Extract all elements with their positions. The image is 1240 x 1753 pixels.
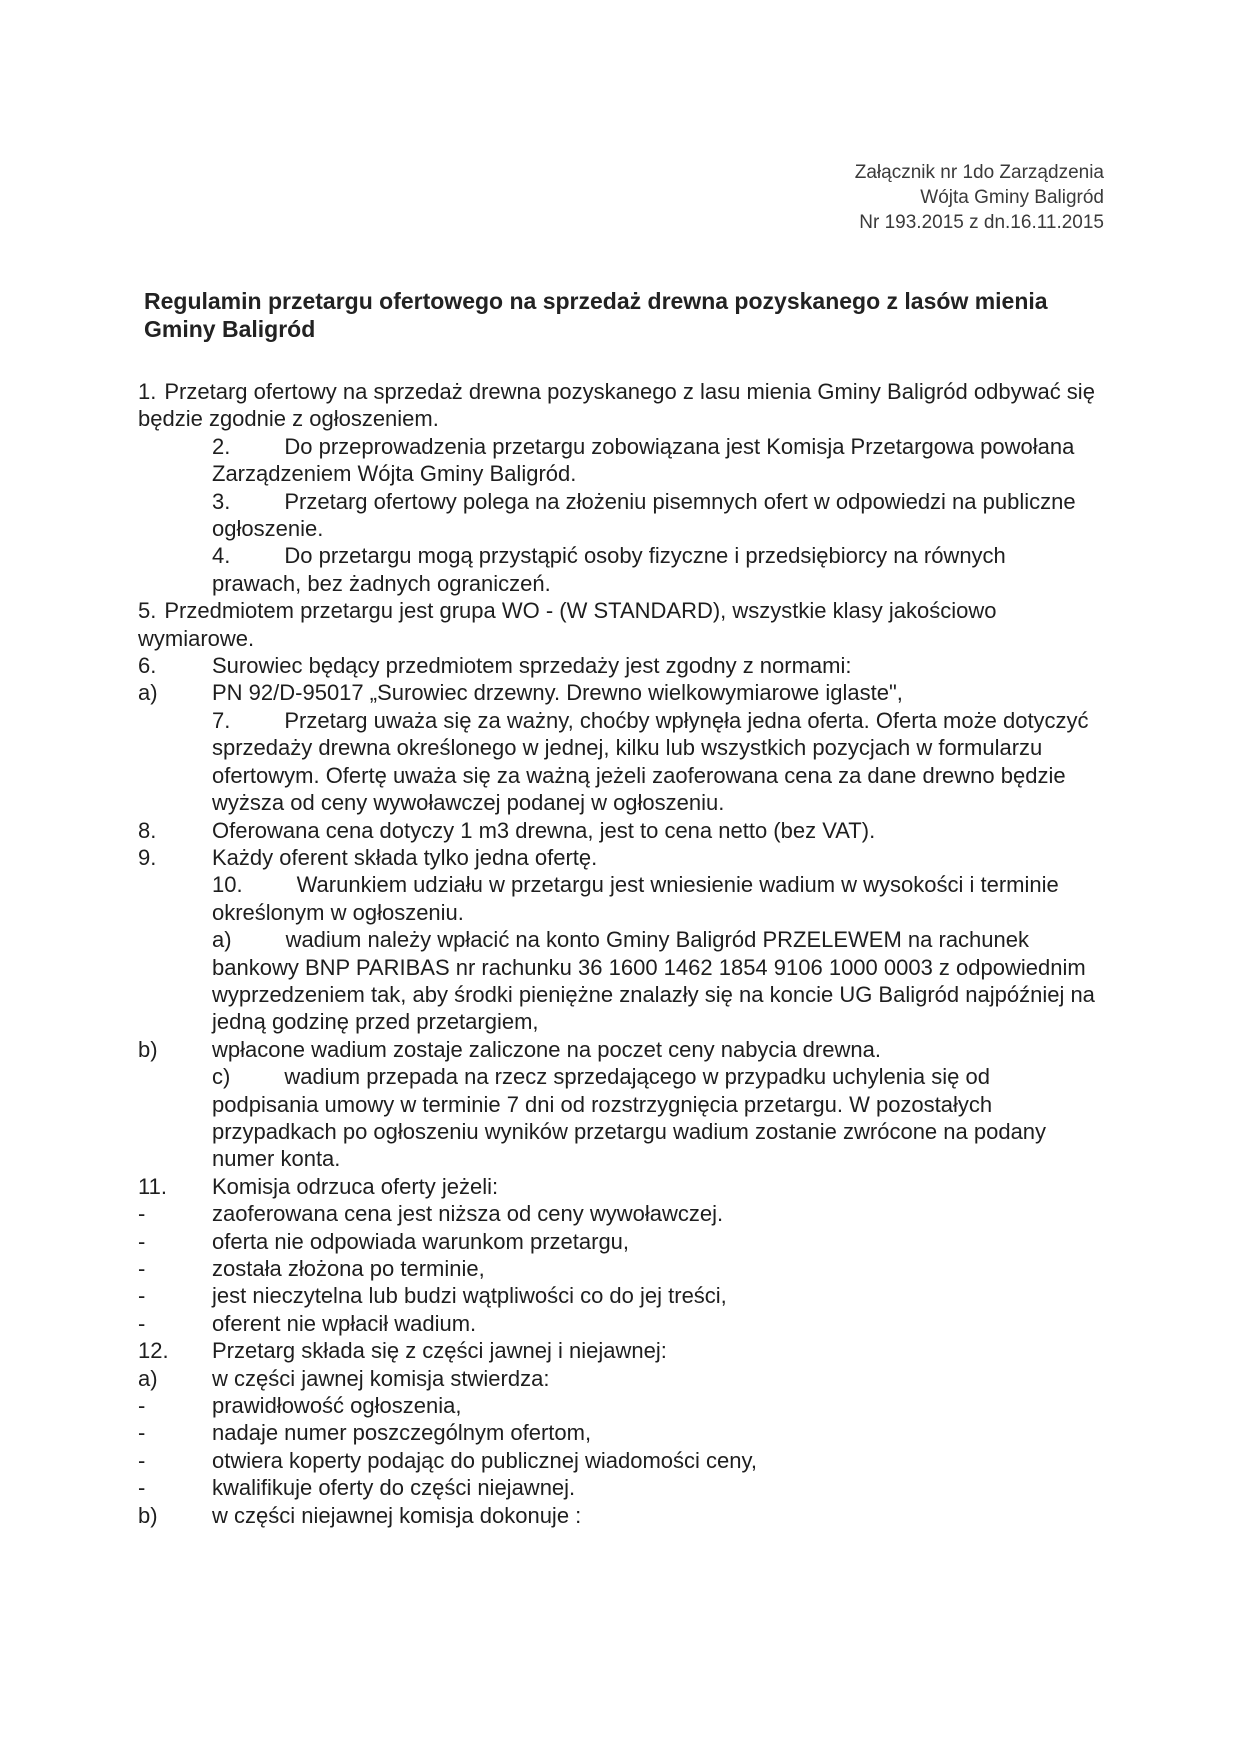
bullet-dash: -	[138, 1256, 146, 1281]
bullet-dash: -	[138, 1475, 146, 1501]
subpoint-letter: a)	[138, 680, 158, 706]
attachment-line-2: Wójta Gminy Baligród	[920, 187, 1104, 208]
paragraph-5	[138, 597, 1098, 652]
paragraph-number: 7.	[212, 707, 231, 733]
subpoint-text: wadium należy wpłacić na konto Gminy Baligród PRZELEWEM na rachunek bankowy BNP PARIBAS nr rachunku 36 1600 1462 1854 9106 1000 0003 z odpowiednim wyprzedzeniem tak, aby środki pieniężne znalazły się na koncie UG Baligród najpóźniej na jedną godzinę przed przetargiem,	[212, 927, 1095, 1035]
paragraph-text: Oferowana cena dotyczy 1 m3 drewna, jest to cena netto (bez VAT).	[212, 817, 876, 843]
paragraph-text: Komisja odrzuca oferty jeżeli:	[212, 1173, 499, 1199]
paragraph-text: Do przetargu mogą przystąpić osoby fizyczne i przedsiębiorcy na równych prawach, bez żadnych ograniczeń.	[212, 543, 1006, 596]
subpoint-letter: c)	[212, 1064, 231, 1090]
paragraph-text: Surowiec będący przedmiotem sprzedaży jest zgodny z normami:	[212, 653, 852, 679]
paragraph-text: Do przeprowadzenia przetargu zobowiązana jest Komisja Przetargowa powołana Zarządzeniem Wójta Gminy Baligród.	[212, 433, 1075, 487]
paragraph-9	[138, 844, 1098, 871]
paragraph-number: 9.	[138, 844, 157, 870]
paragraph-number: 12.	[138, 1338, 169, 1364]
paragraph-number: 11.	[138, 1173, 167, 1199]
subpoint-text: wadium przepada na rzecz sprzedającego w przypadku uchylenia się od podpisania umowy w terminie 7 dni od rozstrzygnięcia przetargu. W pozostałych przypadkach po ogłoszeniu wyników przetargu wadium zostanie zwrócone na podany numer konta.	[212, 1064, 1047, 1172]
paragraph-4	[138, 542, 1098, 597]
subpoint-10c	[138, 1063, 1098, 1173]
subpoint-letter: b)	[138, 1036, 158, 1062]
paragraph-11	[138, 1173, 1098, 1200]
paragraph-6	[138, 652, 1098, 679]
bullet-dash: -	[138, 1283, 146, 1309]
list-item-text: otwiera koperty podając do publicznej wiadomości ceny,	[212, 1447, 757, 1473]
paragraph-3	[138, 488, 1098, 543]
paragraph-text: Warunkiem udziału w przetargu jest wniesienie wadium w wysokości i terminie określonym w ogłoszeniu.	[212, 872, 1059, 925]
paragraph-text: Każdy oferent składa tylko jedna ofertę.	[212, 844, 598, 870]
list-item	[138, 1282, 1098, 1309]
subpoint-letter: b)	[138, 1502, 158, 1528]
paragraph-text: Przetarg uważa się za ważny, choćby wpłynęła jedna oferta. Oferta może dotyczyć sprzedaży drewna określonego w jednej, kilku lub wszystkich pozycjach w formularzu ofertowym. Ofertę uważa się za ważną jeżeli zaoferowana cena za dane drewno będzie wyższa od ceny wywoławczej podanej w ogłoszeniu.	[212, 707, 1089, 816]
list-item-text: kwalifikuje oferty do części niejawnej.	[212, 1475, 576, 1501]
paragraph-2	[138, 433, 1098, 488]
paragraph-text: Przetarg ofertowy na sprzedaż drewna pozyskanego z lasu mienia Gminy Baligród odbywać się będzie zgodnie z ogłoszeniem.	[138, 379, 1095, 432]
list-item-text: zaoferowana cena jest niższa od ceny wywoławczej.	[212, 1201, 724, 1227]
bullet-dash: -	[138, 1447, 146, 1473]
paragraph-number: 2.	[212, 433, 231, 459]
attachment-header	[855, 160, 1104, 235]
paragraph-text: Przetarg składa się z części jawnej i niejawnej:	[212, 1338, 667, 1364]
attachment-line-3: Nr 193.2015 z dn.16.11.2015	[859, 212, 1104, 233]
paragraph-text: Przedmiotem przetargu jest grupa WO - (W STANDARD), wszystkie klasy jakościowo wymiarowe.	[138, 598, 997, 651]
subpoint-text: w części jawnej komisja stwierdza:	[212, 1365, 550, 1391]
paragraph-8	[138, 817, 1098, 844]
paragraph-1	[138, 378, 1098, 433]
subpoint-10b	[138, 1036, 1098, 1063]
list-item-text: została złożona po terminie,	[212, 1256, 485, 1281]
list-item	[138, 1474, 1098, 1501]
list-item	[138, 1310, 1098, 1337]
bullet-dash: -	[138, 1420, 146, 1446]
paragraph-7	[138, 707, 1098, 817]
subpoint-6a	[138, 679, 1098, 706]
list-item-text: jest nieczytelna lub budzi wątpliwości co do jej treści,	[212, 1283, 727, 1309]
subpoint-10a	[138, 926, 1098, 1036]
list-item-text: oferta nie odpowiada warunkom przetargu,	[212, 1228, 630, 1254]
list-item	[138, 1200, 1098, 1227]
list-item	[138, 1392, 1098, 1419]
subpoint-text: wpłacone wadium zostaje zaliczone na poczet ceny nabycia drewna.	[212, 1036, 881, 1062]
paragraph-number: 6.	[138, 653, 157, 679]
paragraph-number: 1.	[138, 379, 157, 404]
bullet-dash: -	[138, 1228, 146, 1254]
subpoint-12b	[138, 1502, 1098, 1529]
bullet-dash: -	[138, 1393, 146, 1419]
paragraph-12	[138, 1337, 1098, 1364]
subpoint-letter: a)	[138, 1365, 158, 1391]
paragraph-number: 4.	[212, 543, 231, 569]
paragraph-number: 3.	[212, 488, 231, 514]
paragraph-number: 8.	[138, 817, 157, 843]
list-item-text: nadaje numer poszczególnym ofertom,	[212, 1420, 592, 1446]
list-item	[138, 1228, 1098, 1255]
attachment-line-1: Załącznik nr 1do Zarządzenia	[854, 162, 1104, 183]
paragraph-number: 5.	[138, 598, 157, 624]
list-item	[138, 1255, 1098, 1282]
document-title: Regulamin przetargu ofertowego na sprzedaż drewna pozyskanego z lasów mienia Gminy Baligród	[144, 288, 1048, 342]
subpoint-letter: a)	[212, 927, 232, 953]
list-item-text: oferent nie wpłacił wadium.	[212, 1310, 477, 1336]
list-item-text: prawidłowość ogłoszenia,	[212, 1393, 462, 1419]
paragraph-number: 10.	[212, 872, 243, 898]
subpoint-text: PN 92/D-95017 „Surowiec drzewny. Drewno wielkowymiarowe iglaste",	[212, 680, 903, 706]
subpoint-12a	[138, 1365, 1098, 1392]
list-item	[138, 1447, 1098, 1474]
bullet-dash: -	[138, 1310, 146, 1336]
paragraph-text: Przetarg ofertowy polega na złożeniu pisemnych ofert w odpowiedzi na publiczne ogłoszenie.	[212, 488, 1076, 542]
subpoint-text: w części niejawnej komisja dokonuje :	[212, 1502, 582, 1528]
paragraph-10	[138, 871, 1098, 926]
list-item	[138, 1419, 1098, 1446]
document-body	[138, 378, 1098, 1529]
bullet-dash: -	[138, 1201, 146, 1227]
